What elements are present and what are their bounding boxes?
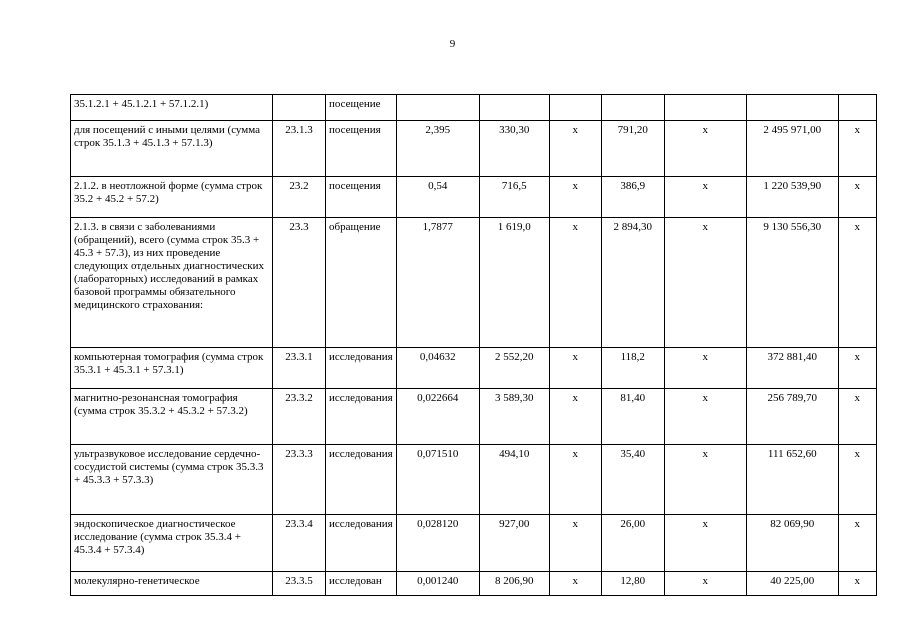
row-value: 0,022664 <box>396 389 479 445</box>
row-code: 23.3.3 <box>273 445 326 515</box>
row-value: 256 789,70 <box>746 389 838 445</box>
row-value: х <box>664 121 746 177</box>
row-value: 494,10 <box>479 445 549 515</box>
row-value: 372 881,40 <box>746 348 838 389</box>
row-value: 716,5 <box>479 177 549 218</box>
row-value <box>549 95 601 121</box>
row-unit: обращение <box>326 218 397 348</box>
row-value <box>601 95 664 121</box>
row-value: 0,001240 <box>396 572 479 596</box>
row-code: 23.2 <box>273 177 326 218</box>
row-code: 23.3 <box>273 218 326 348</box>
row-code: 23.1.3 <box>273 121 326 177</box>
row-value: х <box>838 389 876 445</box>
row-code: 23.3.2 <box>273 389 326 445</box>
table-row <box>71 177 877 218</box>
row-value: 12,80 <box>601 572 664 596</box>
table-row <box>71 218 877 348</box>
row-value: х <box>549 218 601 348</box>
row-value: 2,395 <box>396 121 479 177</box>
row-value: х <box>838 445 876 515</box>
row-value: 40 225,00 <box>746 572 838 596</box>
row-value <box>838 95 876 121</box>
row-unit: посещения <box>326 121 397 177</box>
row-value: 1 619,0 <box>479 218 549 348</box>
table-row <box>71 95 877 121</box>
row-value: х <box>664 177 746 218</box>
row-value: х <box>664 572 746 596</box>
table-row <box>71 389 877 445</box>
row-name: ультразвуковое исследование сердечно-сосудистой системы (сумма строк 35.3.3 + 45.3.3 + 57.3.3) <box>71 445 273 515</box>
row-value: 82 069,90 <box>746 515 838 572</box>
row-name: магнитно-резонансная томография (сумма строк 35.3.2 + 45.3.2 + 57.3.2) <box>71 389 273 445</box>
row-value <box>746 95 838 121</box>
row-unit: исследования <box>326 348 397 389</box>
row-name: для посещений с иными целями (сумма строк 35.1.3 + 45.1.3 + 57.1.3) <box>71 121 273 177</box>
row-value: 0,071510 <box>396 445 479 515</box>
row-value: х <box>549 515 601 572</box>
financing-table <box>70 94 877 596</box>
row-value: 3 589,30 <box>479 389 549 445</box>
row-unit: посещение <box>326 95 397 121</box>
row-value: 330,30 <box>479 121 549 177</box>
row-value: х <box>664 389 746 445</box>
row-value: х <box>664 445 746 515</box>
row-unit: исследован <box>326 572 397 596</box>
row-name: молекулярно-генетическое <box>71 572 273 596</box>
table-row <box>71 348 877 389</box>
row-value: х <box>549 445 601 515</box>
row-value: х <box>838 572 876 596</box>
row-value: 386,9 <box>601 177 664 218</box>
row-value: 9 130 556,30 <box>746 218 838 348</box>
row-value: 111 652,60 <box>746 445 838 515</box>
row-value: 927,00 <box>479 515 549 572</box>
row-value: 26,00 <box>601 515 664 572</box>
row-value: х <box>838 515 876 572</box>
row-value: 791,20 <box>601 121 664 177</box>
table-row <box>71 572 877 596</box>
row-value: 0,54 <box>396 177 479 218</box>
row-code: 23.3.5 <box>273 572 326 596</box>
row-value: 118,2 <box>601 348 664 389</box>
row-value: 1,7877 <box>396 218 479 348</box>
row-value: х <box>664 515 746 572</box>
row-value <box>479 95 549 121</box>
row-value: х <box>838 121 876 177</box>
row-name: 2.1.3. в связи с заболеваниями (обращений), всего (сумма строк 35.3 + 45.3 + 57.3), из них проведение следующих отдельных диагностических (лабораторных) исследований в рамках базовой программы обязательного медицинского страхования: <box>71 218 273 348</box>
row-value: х <box>549 177 601 218</box>
row-value: х <box>838 218 876 348</box>
row-value: 35,40 <box>601 445 664 515</box>
row-name: компьютерная томография (сумма строк 35.3.1 + 45.3.1 + 57.3.1) <box>71 348 273 389</box>
row-value <box>396 95 479 121</box>
row-value: х <box>549 121 601 177</box>
row-unit: исследования <box>326 445 397 515</box>
row-value: х <box>838 177 876 218</box>
row-value: 0,028120 <box>396 515 479 572</box>
row-value: х <box>549 348 601 389</box>
row-code: 23.3.1 <box>273 348 326 389</box>
table-row <box>71 121 877 177</box>
table-row <box>71 515 877 572</box>
row-value <box>664 95 746 121</box>
row-value: 2 552,20 <box>479 348 549 389</box>
row-value: х <box>664 218 746 348</box>
row-unit: исследования <box>326 515 397 572</box>
row-name: 35.1.2.1 + 45.1.2.1 + 57.1.2.1) <box>71 95 273 121</box>
row-code <box>273 95 326 121</box>
row-value: х <box>838 348 876 389</box>
row-unit: исследования <box>326 389 397 445</box>
row-value: х <box>664 348 746 389</box>
page-number: 9 <box>449 38 456 50</box>
row-value: 81,40 <box>601 389 664 445</box>
row-value: 1 220 539,90 <box>746 177 838 218</box>
row-value: 0,04632 <box>396 348 479 389</box>
row-value: х <box>549 572 601 596</box>
row-code: 23.3.4 <box>273 515 326 572</box>
row-unit: посещения <box>326 177 397 218</box>
row-value: 2 894,30 <box>601 218 664 348</box>
row-value: х <box>549 389 601 445</box>
table-row <box>71 445 877 515</box>
row-value: 2 495 971,00 <box>746 121 838 177</box>
row-name: 2.1.2. в неотложной форме (сумма строк 35.2 + 45.2 + 57.2) <box>71 177 273 218</box>
row-name: эндоскопическое диагностическое исследование (сумма строк 35.3.4 + 45.3.4 + 57.3.4) <box>71 515 273 572</box>
row-value: 8 206,90 <box>479 572 549 596</box>
